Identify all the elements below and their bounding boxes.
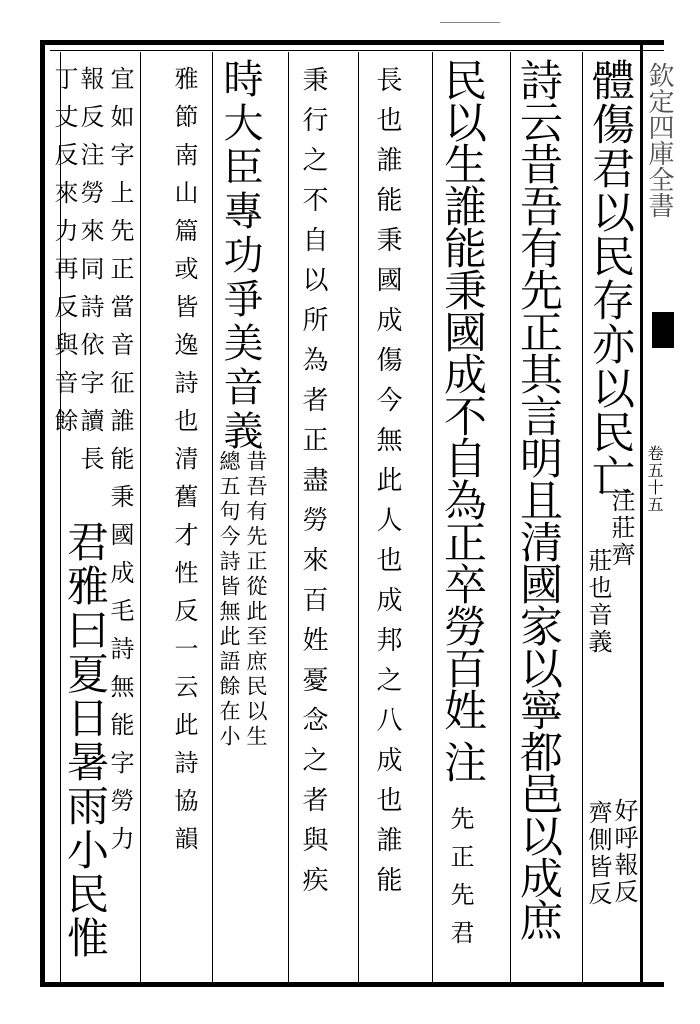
fold-fish-tail-mark xyxy=(652,312,674,348)
annotation-line: 先正先君 xyxy=(446,806,474,958)
text-column-10-main: 君雅曰夏日暑雨小民惟 xyxy=(61,520,110,960)
book-title: 欽定四庫全書 xyxy=(644,62,674,218)
annotation-line: 總五句今詩皆無此語餘在小 xyxy=(217,450,241,750)
text-column-7: 雅節南山篇或皆逸詩也清舊才性反一云此詩協韻 xyxy=(170,66,198,864)
column-rule xyxy=(432,52,433,982)
text-column-6: 時大臣專功爭美音義 xyxy=(217,58,263,454)
text-column-2: 詩云昔吾有先正其言明且清國家以寧都邑以成庶 xyxy=(513,58,563,940)
text-column-9: 報反注勞來同詩依字讀長 xyxy=(76,66,104,484)
frame-left-border xyxy=(40,40,45,986)
text-column-3: 民以生誰能秉國成不自為正卒勞百姓 xyxy=(437,58,487,730)
text-column-1: 體傷君以民存亦以民亡 xyxy=(585,58,635,498)
text-column-8: 宜如字上先正當音征誰能秉國成毛詩無能字勞力 xyxy=(106,66,134,864)
volume-number: 卷五十五 xyxy=(645,445,664,513)
column-rule xyxy=(582,52,583,982)
annotation-line: 昔吾有先正從此至庶民以生 xyxy=(244,450,268,750)
frame-bottom-border xyxy=(40,982,664,987)
frame-top-border xyxy=(44,40,664,45)
annotation-line: 注莊齊 xyxy=(607,488,635,569)
frame-right-border xyxy=(640,40,643,986)
page-top-edge xyxy=(440,22,500,23)
annotation-line: 好呼報反 xyxy=(610,798,638,906)
column-rule xyxy=(288,52,289,982)
annotation-marker: 注 xyxy=(437,740,487,784)
column-rule xyxy=(510,52,511,982)
text-column-5: 秉行之不自以所為者正盡勞來百姓憂念之者與疾 xyxy=(298,66,328,906)
text-column-4: 長也誰能秉國成傷今無此人也成邦之八成也誰能 xyxy=(372,66,402,906)
text-column-10: 丁丈反來力再反與音餘 xyxy=(50,66,78,446)
column-rule xyxy=(140,52,141,982)
column-rule xyxy=(212,52,213,982)
frame-inner-top xyxy=(50,50,664,51)
annotation-line: 齊側皆反 xyxy=(584,800,612,908)
annotation-line: 莊也音義 xyxy=(584,548,612,656)
column-rule xyxy=(358,52,359,982)
